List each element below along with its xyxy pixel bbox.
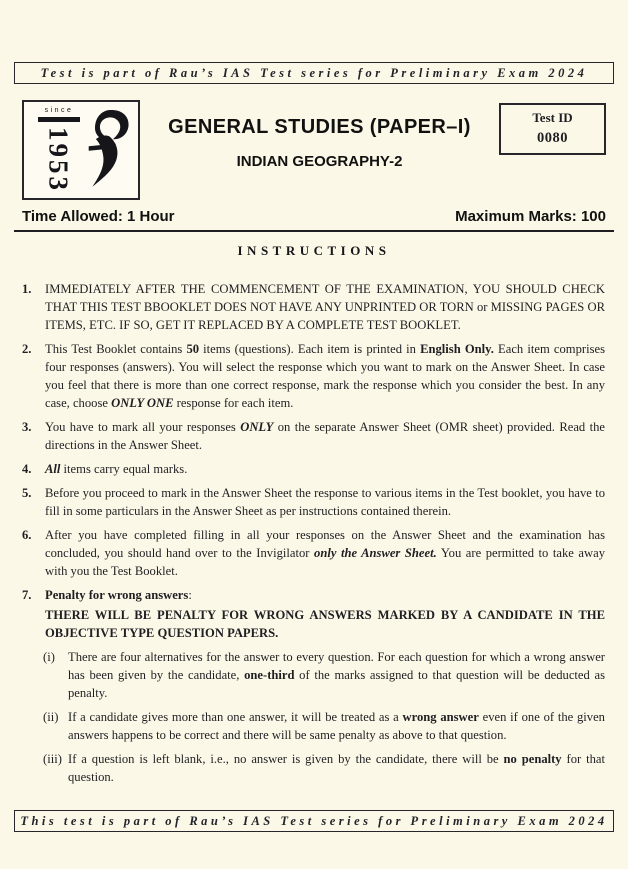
text-segment: You have to mark all your responses <box>45 420 241 434</box>
instruction-marker: 7. <box>22 588 32 602</box>
test-id-label: Test ID <box>532 110 573 125</box>
instruction-text <box>45 460 605 478</box>
text-segment: All <box>45 462 61 476</box>
instruction-row <box>43 648 605 702</box>
test-id-value: 0080 <box>537 130 568 146</box>
instruction-marker: 1. <box>22 282 32 296</box>
text-segment: After you have completed filling in all your responses on the Answer Sheet and the examination has concluded, you should hand over to the Invigilator <box>45 528 605 560</box>
text-segment: one-third <box>244 668 295 682</box>
raus-ias-logo <box>22 100 140 200</box>
instruction-text <box>45 340 605 412</box>
instruction-marker: 6. <box>22 528 32 542</box>
instruction-text <box>45 280 605 334</box>
instruction-text <box>68 648 605 702</box>
instruction-text <box>45 484 605 520</box>
text-segment: 50 <box>186 342 200 356</box>
text-segment: items carry equal marks. <box>60 462 188 476</box>
logo-since-label: since <box>44 107 74 114</box>
instructions-list <box>22 280 605 792</box>
top-banner-text: Test is part of Rau’s IAS Test series for Preliminary Exam 2024 <box>40 65 588 80</box>
header-divider-rule <box>14 230 614 232</box>
text-segment: of the marks assigned to that question will be deducted as penalty. <box>68 668 605 700</box>
instruction-row <box>22 340 605 412</box>
text-segment: even if one of the given answers happens to be correct and there will be same penalty as above to that question. <box>68 710 605 742</box>
instruction-marker: 3. <box>22 420 32 434</box>
instruction-row <box>22 460 605 478</box>
time-allowed-label: Time Allowed: 1 Hour <box>22 208 175 225</box>
instruction-marker: 2. <box>22 342 32 356</box>
instruction-row <box>22 526 605 580</box>
text-segment: ONLY <box>240 420 274 434</box>
header <box>22 100 606 200</box>
instructions-heading: INSTRUCTIONS <box>237 243 391 258</box>
top-banner <box>14 62 614 84</box>
text-segment: This Test Booklet contains <box>45 342 187 356</box>
instruction-marker: 5. <box>22 486 32 500</box>
time-marks-row <box>22 208 606 225</box>
instruction-marker: (i) <box>43 650 55 664</box>
text-segment: response for each item. <box>173 396 294 410</box>
instruction-row <box>22 418 605 454</box>
instruction-marker: (ii) <box>43 710 59 724</box>
test-id-box <box>499 103 606 155</box>
instruction-row <box>22 484 605 520</box>
text-segment: THERE WILL BE PENALTY FOR WRONG ANSWERS MARKED BY A CANDIDATE IN THE OBJECTIVE TYPE QUESTION PAPERS. <box>45 608 605 640</box>
instruction-text <box>68 708 605 744</box>
instruction-text <box>68 750 605 786</box>
instruction-text <box>45 586 605 642</box>
text-segment: There are four alternatives for the answer to every question. For each question for which a wrong answer has been given by the candidate, <box>68 650 605 682</box>
bottom-banner-text: This test is part of Rau’s IAS Test series for Preliminary Exam 2024 <box>20 813 608 828</box>
instruction-marker: 4. <box>22 462 32 476</box>
paper-subtitle: INDIAN GEOGRAPHY-2 <box>236 153 403 170</box>
maximum-marks-label: Maximum Marks: 100 <box>455 208 606 225</box>
text-segment: Each item comprises four responses (answers). You will select the response which you want to mark on the Answer Sheet. In case you feel that there is more than one correct response, mark the response which you consider the best. In any case, choose <box>45 342 605 410</box>
text-segment: Penalty for wrong answers <box>45 588 189 602</box>
paper-title: GENERAL STUDIES (PAPER–I) <box>168 116 471 138</box>
logo-divider-bar <box>38 117 80 122</box>
text-segment: IMMEDIATELY AFTER THE COMMENCEMENT OF THE EXAMINATION, YOU SHOULD CHECK THAT THIS TEST BBOOKLET DOES NOT HAVE ANY UNPRINTED OR TORN or MISSING PAGES OR ITEMS, ETC. IF SO, GET IT REPLACED BY A COMPLETE TEST BOOKLET. <box>45 282 605 332</box>
text-segment: English Only. <box>420 342 494 356</box>
instruction-row <box>43 750 605 786</box>
text-segment: If a question is left blank, i.e., no answer is given by the candidate, there will be <box>68 752 504 766</box>
text-segment: no penalty <box>503 752 562 766</box>
logo-year-1953: 1953 <box>43 127 74 193</box>
bottom-banner <box>14 810 614 832</box>
text-segment: for that question. <box>68 752 605 784</box>
text-segment: : <box>188 588 192 602</box>
instruction-text <box>45 526 605 580</box>
text-segment: If a candidate gives more than one answer, it will be treated as a <box>68 710 403 724</box>
instruction-text <box>45 418 605 454</box>
text-segment: You are permitted to take away with you the Test Booklet. <box>45 546 605 578</box>
instruction-row <box>22 586 605 642</box>
instruction-row <box>22 280 605 334</box>
text-segment: Before you proceed to mark in the Answer Sheet the response to various items in the Test booklet, you have to fill in some particulars in the Answer Sheet as per instructions contained therein. <box>45 486 605 518</box>
instruction-row <box>43 708 605 744</box>
raus-calligraphic-mark-icon <box>77 108 131 195</box>
text-segment: only the Answer Sheet. <box>314 546 437 560</box>
text-segment: wrong answer <box>402 710 479 724</box>
text-segment: on the separate Answer Sheet (OMR sheet) provided. Read the directions in the Answer Sheet. <box>45 420 605 452</box>
instruction-marker: (iii) <box>43 752 62 766</box>
text-segment: items (questions). Each item is printed in <box>199 342 421 356</box>
paper-titles <box>140 100 499 170</box>
text-segment: ONLY ONE <box>111 396 174 410</box>
